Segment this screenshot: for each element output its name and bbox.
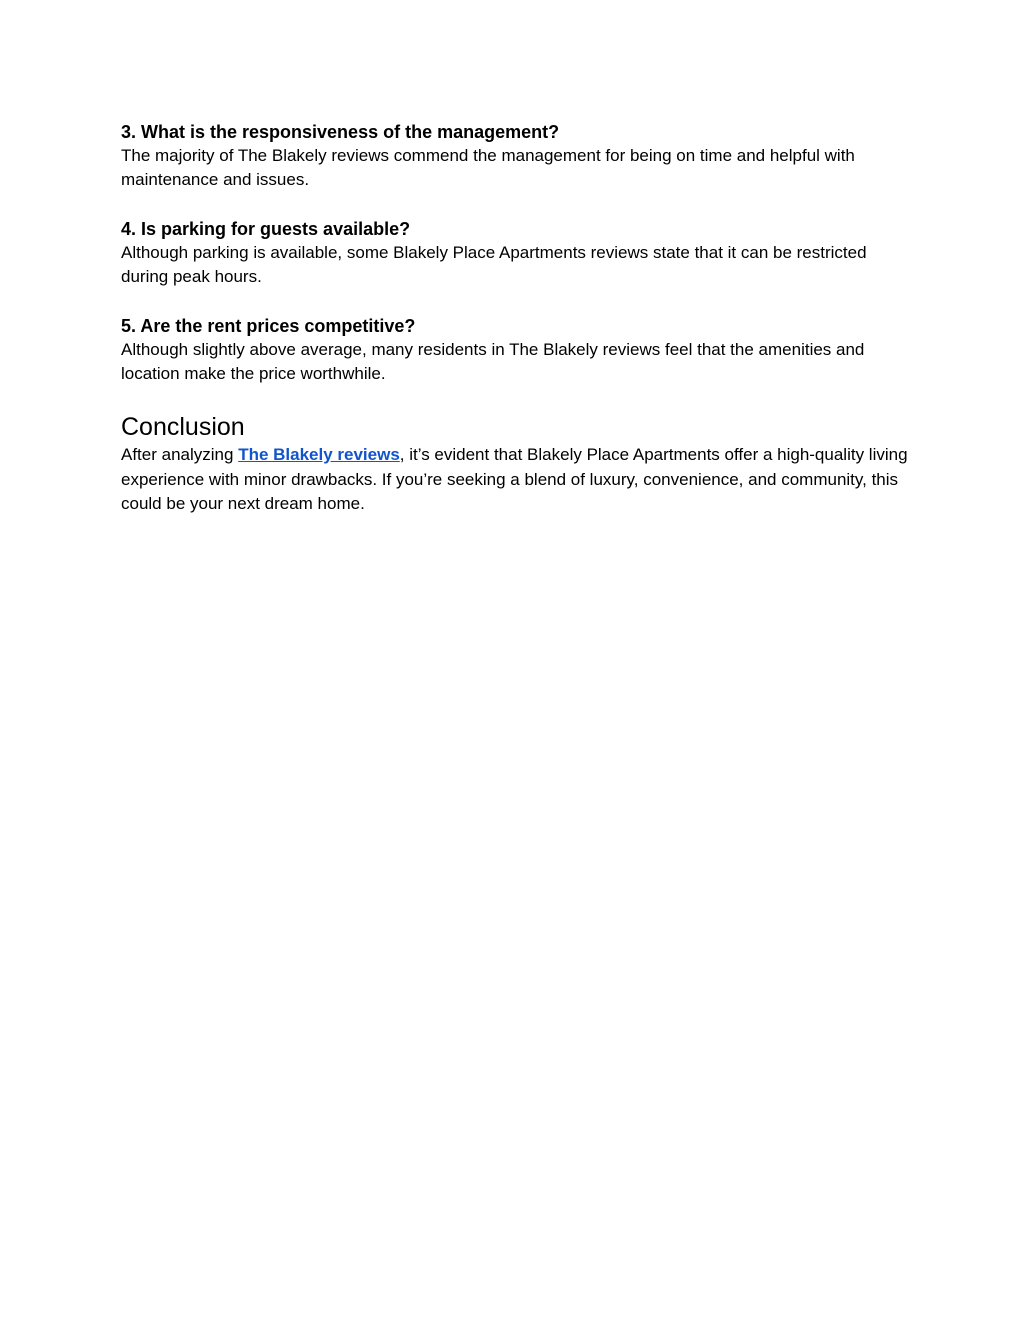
faq-item-4 [121, 217, 911, 289]
conclusion-text-after-link: , it’s evident that Blakely Place Apartments offer a high-quality living experience with minor drawbacks. If you’re seeking a blend of luxury, convenience, and community, this could be your next dream home. [121, 445, 908, 513]
conclusion-text-before-link: After analyzing [121, 445, 239, 464]
conclusion-heading: Conclusion [121, 413, 245, 441]
document-page [121, 120, 911, 517]
faq-question: 5. Are the rent prices competitive? [121, 316, 416, 336]
faq-answer: The majority of The Blakely reviews commend the management for being on time and helpful with maintenance and issues. [121, 146, 855, 189]
conclusion-paragraph [121, 443, 911, 517]
faq-answer: Although parking is available, some Blakely Place Apartments reviews state that it can be restricted during peak hours. [121, 243, 867, 286]
faq-item-5 [121, 314, 911, 386]
the-blakely-reviews-link[interactable]: The Blakely reviews [238, 445, 400, 464]
faq-question: 4. Is parking for guests available? [121, 219, 411, 239]
faq-item-3 [121, 120, 911, 192]
faq-answer: Although slightly above average, many residents in The Blakely reviews feel that the amenities and location make the price worthwhile. [121, 340, 865, 383]
faq-question: 3. What is the responsiveness of the management? [121, 122, 560, 142]
